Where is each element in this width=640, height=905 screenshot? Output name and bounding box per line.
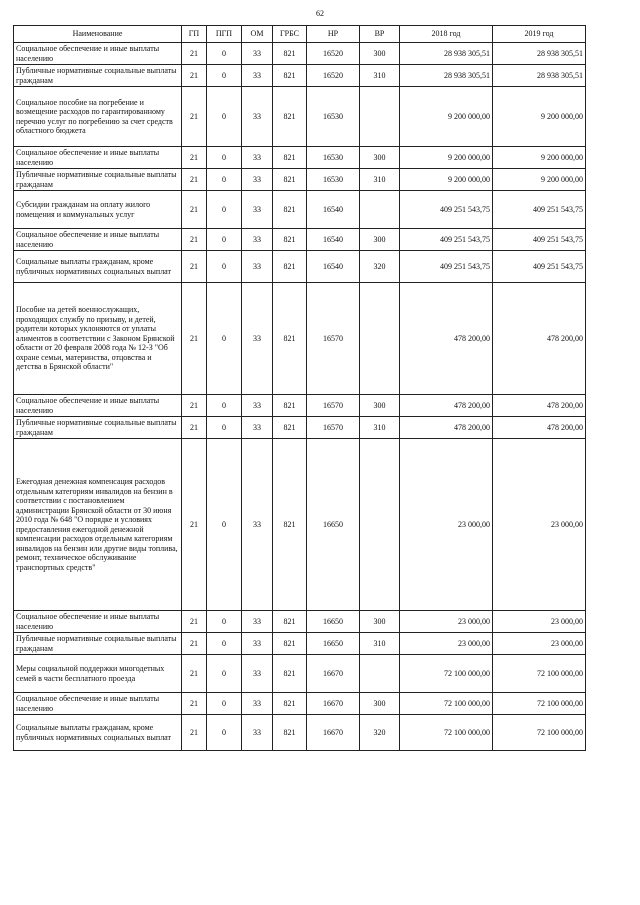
table-row (14, 611, 586, 633)
cell-2019: 9 200 000,00 (493, 87, 586, 147)
table-row (14, 439, 586, 611)
cell-nr: 16520 (307, 65, 360, 87)
cell-2019: 23 000,00 (493, 633, 586, 655)
cell-vr: 300 (360, 395, 400, 417)
cell-vr: 300 (360, 229, 400, 251)
cell-vr: 320 (360, 715, 400, 751)
cell-om: 33 (242, 655, 273, 693)
cell-pgp: 0 (207, 439, 242, 611)
table-row (14, 229, 586, 251)
cell-name: Субсидии гражданам на оплату жилого помещения и коммунальных услуг (14, 191, 182, 229)
cell-2019: 9 200 000,00 (493, 147, 586, 169)
cell-gp: 21 (182, 611, 207, 633)
table-row (14, 715, 586, 751)
cell-vr (360, 191, 400, 229)
cell-pgp: 0 (207, 693, 242, 715)
cell-2019: 72 100 000,00 (493, 715, 586, 751)
cell-2018: 72 100 000,00 (400, 655, 493, 693)
cell-om: 33 (242, 395, 273, 417)
cell-2019: 478 200,00 (493, 283, 586, 395)
cell-name: Социальное пособие на погребение и возмещение расходов по гарантированному перечню услуг по погребению за счет средств областного бюджета (14, 87, 182, 147)
table-row (14, 147, 586, 169)
cell-2018: 72 100 000,00 (400, 693, 493, 715)
table-row (14, 191, 586, 229)
cell-vr: 300 (360, 43, 400, 65)
cell-om: 33 (242, 229, 273, 251)
cell-name: Публичные нормативные социальные выплаты гражданам (14, 633, 182, 655)
cell-om: 33 (242, 611, 273, 633)
cell-2018: 409 251 543,75 (400, 251, 493, 283)
column-header-om: ОМ (242, 26, 273, 43)
cell-pgp: 0 (207, 191, 242, 229)
table-row (14, 395, 586, 417)
cell-nr: 16520 (307, 43, 360, 65)
cell-2018: 9 200 000,00 (400, 87, 493, 147)
cell-2018: 478 200,00 (400, 395, 493, 417)
column-header-nr: НР (307, 26, 360, 43)
cell-pgp: 0 (207, 229, 242, 251)
cell-grbs: 821 (273, 611, 307, 633)
cell-vr (360, 87, 400, 147)
cell-grbs: 821 (273, 655, 307, 693)
cell-grbs: 821 (273, 251, 307, 283)
cell-nr: 16540 (307, 251, 360, 283)
cell-2019: 9 200 000,00 (493, 169, 586, 191)
cell-vr: 300 (360, 611, 400, 633)
cell-name: Социальное обеспечение и иные выплаты населению (14, 693, 182, 715)
table-row (14, 283, 586, 395)
cell-grbs: 821 (273, 633, 307, 655)
cell-vr: 300 (360, 693, 400, 715)
cell-pgp: 0 (207, 715, 242, 751)
cell-nr: 16670 (307, 693, 360, 715)
cell-vr: 310 (360, 633, 400, 655)
cell-nr: 16650 (307, 633, 360, 655)
cell-nr: 16530 (307, 87, 360, 147)
cell-2018: 28 938 305,51 (400, 43, 493, 65)
cell-pgp: 0 (207, 169, 242, 191)
column-header-grbs: ГРБС (273, 26, 307, 43)
column-header-vr: ВР (360, 26, 400, 43)
cell-pgp: 0 (207, 283, 242, 395)
cell-pgp: 0 (207, 65, 242, 87)
cell-gp: 21 (182, 283, 207, 395)
column-header-2018: 2018 год (400, 26, 493, 43)
cell-grbs: 821 (273, 65, 307, 87)
cell-vr: 320 (360, 251, 400, 283)
cell-grbs: 821 (273, 169, 307, 191)
cell-gp: 21 (182, 191, 207, 229)
cell-pgp: 0 (207, 633, 242, 655)
cell-grbs: 821 (273, 693, 307, 715)
cell-2019: 409 251 543,75 (493, 251, 586, 283)
table-row (14, 251, 586, 283)
cell-vr: 310 (360, 417, 400, 439)
cell-2019: 72 100 000,00 (493, 655, 586, 693)
cell-2019: 28 938 305,51 (493, 65, 586, 87)
cell-nr: 16570 (307, 395, 360, 417)
cell-grbs: 821 (273, 395, 307, 417)
cell-grbs: 821 (273, 43, 307, 65)
cell-gp: 21 (182, 715, 207, 751)
cell-gp: 21 (182, 65, 207, 87)
cell-om: 33 (242, 439, 273, 611)
cell-om: 33 (242, 283, 273, 395)
cell-name: Социальное обеспечение и иные выплаты населению (14, 229, 182, 251)
cell-om: 33 (242, 633, 273, 655)
cell-pgp: 0 (207, 655, 242, 693)
cell-name: Социальное обеспечение и иные выплаты населению (14, 395, 182, 417)
cell-vr: 310 (360, 169, 400, 191)
cell-pgp: 0 (207, 87, 242, 147)
cell-nr: 16540 (307, 229, 360, 251)
table-row (14, 169, 586, 191)
cell-nr: 16670 (307, 655, 360, 693)
table-row (14, 417, 586, 439)
cell-gp: 21 (182, 229, 207, 251)
cell-name: Социальное обеспечение и иные выплаты населению (14, 611, 182, 633)
column-header-2019: 2019 год (493, 26, 586, 43)
cell-vr: 310 (360, 65, 400, 87)
cell-om: 33 (242, 715, 273, 751)
column-header-pgp: ПГП (207, 26, 242, 43)
cell-nr: 16570 (307, 283, 360, 395)
cell-pgp: 0 (207, 147, 242, 169)
cell-2019: 409 251 543,75 (493, 229, 586, 251)
cell-nr: 16530 (307, 169, 360, 191)
cell-2018: 9 200 000,00 (400, 147, 493, 169)
cell-2018: 72 100 000,00 (400, 715, 493, 751)
cell-name: Меры социальной поддержки многодетных семей в части бесплатного проезда (14, 655, 182, 693)
cell-name: Публичные нормативные социальные выплаты гражданам (14, 169, 182, 191)
cell-2018: 23 000,00 (400, 439, 493, 611)
cell-grbs: 821 (273, 283, 307, 395)
cell-2018: 23 000,00 (400, 611, 493, 633)
cell-om: 33 (242, 169, 273, 191)
cell-grbs: 821 (273, 439, 307, 611)
cell-nr: 16570 (307, 417, 360, 439)
table-row (14, 87, 586, 147)
cell-pgp: 0 (207, 417, 242, 439)
cell-gp: 21 (182, 43, 207, 65)
cell-gp: 21 (182, 633, 207, 655)
cell-gp: 21 (182, 169, 207, 191)
cell-gp: 21 (182, 395, 207, 417)
table-row (14, 43, 586, 65)
cell-name: Социальные выплаты гражданам, кроме публичных нормативных социальных выплат (14, 251, 182, 283)
cell-grbs: 821 (273, 87, 307, 147)
cell-vr (360, 439, 400, 611)
cell-2018: 23 000,00 (400, 633, 493, 655)
cell-name: Ежегодная денежная компенсация расходов отдельным категориям инвалидов на бензин в соответствии с постановлением администрации Брянской области от 30 июня 2010 года № 648 "О порядке и условиях предоставления ежегодной денежной компенсации расходов отдельным категориям инвалидов на бензин или другие виды топлива, ремонт, техническое обслуживание транспортных средств" (14, 439, 182, 611)
table-row (14, 655, 586, 693)
cell-2018: 409 251 543,75 (400, 229, 493, 251)
cell-pgp: 0 (207, 43, 242, 65)
cell-grbs: 821 (273, 417, 307, 439)
column-header-gp: ГП (182, 26, 207, 43)
table-row (14, 693, 586, 715)
cell-vr (360, 283, 400, 395)
cell-name: Пособие на детей военнослужащих, проходящих службу по призыву, и детей, родители которых уклоняются от уплаты алиментов в соответствии с Законом Брянской области от 20 февраля 2008 года № 12-З "Об охране семьи, материнства, отцовства и детства в Брянской области" (14, 283, 182, 395)
cell-om: 33 (242, 43, 273, 65)
cell-gp: 21 (182, 251, 207, 283)
cell-2019: 72 100 000,00 (493, 693, 586, 715)
cell-grbs: 821 (273, 715, 307, 751)
cell-grbs: 821 (273, 229, 307, 251)
cell-gp: 21 (182, 87, 207, 147)
cell-2019: 478 200,00 (493, 395, 586, 417)
cell-vr (360, 655, 400, 693)
table-header-row (14, 26, 586, 43)
cell-gp: 21 (182, 655, 207, 693)
cell-nr: 16650 (307, 611, 360, 633)
cell-2019: 23 000,00 (493, 439, 586, 611)
cell-om: 33 (242, 693, 273, 715)
cell-pgp: 0 (207, 611, 242, 633)
cell-gp: 21 (182, 693, 207, 715)
table-body (14, 43, 586, 751)
cell-2018: 478 200,00 (400, 417, 493, 439)
cell-nr: 16650 (307, 439, 360, 611)
cell-2019: 478 200,00 (493, 417, 586, 439)
cell-om: 33 (242, 87, 273, 147)
cell-2018: 28 938 305,51 (400, 65, 493, 87)
column-header-name: Наименование (14, 26, 182, 43)
cell-pgp: 0 (207, 395, 242, 417)
cell-om: 33 (242, 65, 273, 87)
cell-vr: 300 (360, 147, 400, 169)
cell-2018: 478 200,00 (400, 283, 493, 395)
cell-2018: 9 200 000,00 (400, 169, 493, 191)
page-number: 62 (316, 9, 324, 18)
cell-2019: 409 251 543,75 (493, 191, 586, 229)
cell-nr: 16530 (307, 147, 360, 169)
cell-om: 33 (242, 417, 273, 439)
cell-2019: 28 938 305,51 (493, 43, 586, 65)
cell-2019: 23 000,00 (493, 611, 586, 633)
cell-name: Социальное обеспечение и иные выплаты населению (14, 43, 182, 65)
cell-nr: 16670 (307, 715, 360, 751)
cell-nr: 16540 (307, 191, 360, 229)
cell-om: 33 (242, 251, 273, 283)
cell-grbs: 821 (273, 147, 307, 169)
cell-om: 33 (242, 147, 273, 169)
cell-gp: 21 (182, 417, 207, 439)
cell-grbs: 821 (273, 191, 307, 229)
cell-name: Публичные нормативные социальные выплаты гражданам (14, 417, 182, 439)
table-row (14, 633, 586, 655)
cell-gp: 21 (182, 147, 207, 169)
cell-gp: 21 (182, 439, 207, 611)
table-row (14, 65, 586, 87)
cell-name: Социальные выплаты гражданам, кроме публичных нормативных социальных выплат (14, 715, 182, 751)
cell-name: Публичные нормативные социальные выплаты гражданам (14, 65, 182, 87)
cell-name: Социальное обеспечение и иные выплаты населению (14, 147, 182, 169)
cell-2018: 409 251 543,75 (400, 191, 493, 229)
budget-table (13, 25, 586, 751)
cell-om: 33 (242, 191, 273, 229)
cell-pgp: 0 (207, 251, 242, 283)
